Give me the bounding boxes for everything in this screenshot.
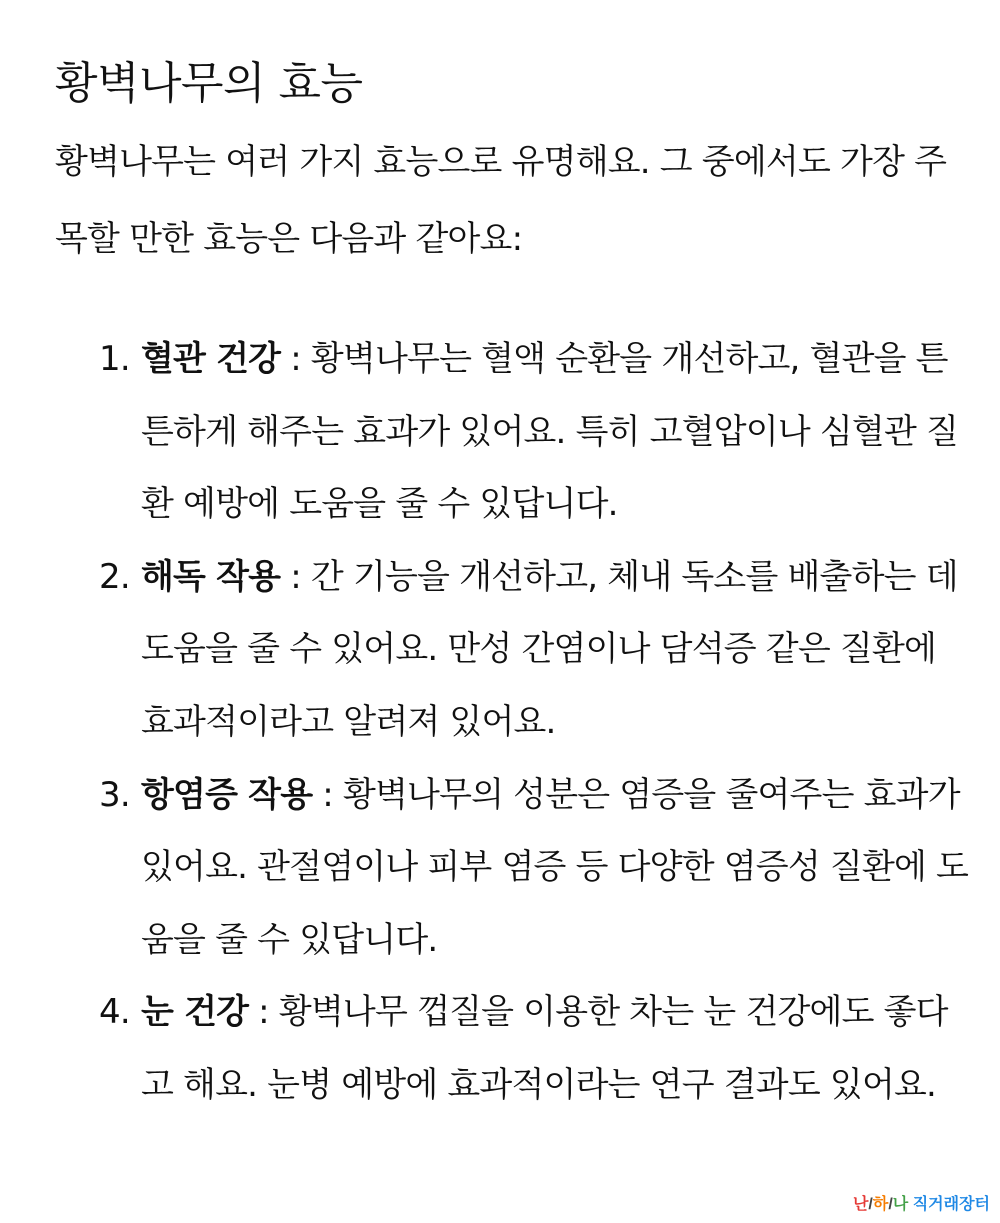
watermark-brand: 직거래장터 <box>908 1196 990 1213</box>
benefit-item-eye-health <box>55 976 978 1121</box>
benefit-list <box>55 323 978 1122</box>
benefit-number: 3. <box>99 774 130 815</box>
benefit-name: 해독 작용 <box>141 556 281 597</box>
benefit-separator: : <box>248 992 279 1033</box>
benefit-description: 황벽나무 껍질을 이용한 차는 눈 건강에도 좋다고 해요. 눈병 예방에 효과적이라는 연구 결과도 있어요. <box>141 992 948 1105</box>
watermark-part-2: 하 <box>872 1196 889 1213</box>
benefit-item-anti-inflammatory <box>55 759 978 977</box>
benefit-description: 황벽나무는 혈액 순환을 개선하고, 혈관을 튼튼하게 해주는 효과가 있어요. 특히 고혈압이나 심혈관 질환 예방에 도움을 줄 수 있답니다. <box>141 339 959 525</box>
watermark-separator: / <box>868 1196 873 1213</box>
watermark-part-3: 나 <box>892 1196 909 1213</box>
benefit-number: 4. <box>99 992 130 1033</box>
benefit-item-detox <box>55 541 978 759</box>
watermark-part-1: 난 <box>852 1196 869 1213</box>
watermark-separator: / <box>888 1196 893 1213</box>
benefit-separator: : <box>280 556 311 597</box>
page-title: 황벽나무의 효능 <box>55 58 363 109</box>
benefit-description: 간 기능을 개선하고, 체내 독소를 배출하는 데 도움을 줄 수 있어요. 만성 간염이나 담석증 같은 질환에 효과적이라고 알려져 있어요. <box>141 556 958 742</box>
benefit-name: 눈 건강 <box>141 992 249 1033</box>
benefit-number: 1. <box>99 339 130 379</box>
benefit-separator: : <box>312 774 343 815</box>
benefit-name: 혈관 건강 <box>141 339 281 379</box>
benefit-description: 황벽나무의 성분은 염증을 줄여주는 효과가 있어요. 관절염이나 피부 염증 등 다양한 염증성 질환에 도움을 줄 수 있답니다. <box>141 774 969 960</box>
benefit-number: 2. <box>99 556 130 597</box>
benefit-name: 항염증 작용 <box>141 774 313 815</box>
intro-paragraph: 황벽나무는 여러 가지 효능으로 유명해요. 그 중에서도 가장 주목할 만한 효능은 다음과 같아요: <box>55 142 947 259</box>
benefit-item-blood-vessel <box>55 323 978 541</box>
benefit-separator: : <box>280 339 311 379</box>
site-watermark <box>853 1195 990 1215</box>
